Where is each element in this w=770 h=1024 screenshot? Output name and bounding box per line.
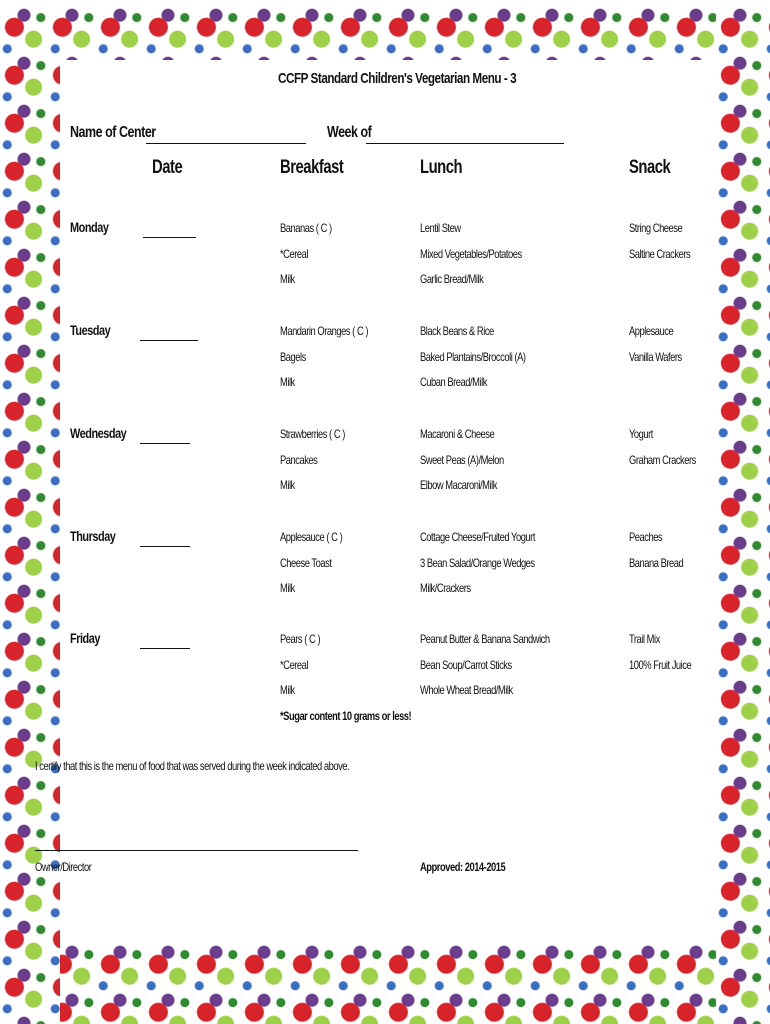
lunch-item: Lentil Stew <box>420 221 461 235</box>
breakfast-item: Strawberries ( C ) <box>280 427 345 441</box>
date-field[interactable] <box>140 648 190 649</box>
breakfast-item: *Cereal <box>280 246 308 261</box>
week-label: Week of <box>327 124 372 141</box>
breakfast-item: Applesauce ( C ) <box>280 530 343 544</box>
snack-item: Applesauce <box>629 324 674 338</box>
center-label: Name of Center <box>70 124 156 141</box>
breakfast-item: Mandarin Oranges ( C ) <box>280 324 369 338</box>
date-field[interactable] <box>140 340 198 341</box>
header-breakfast: Breakfast <box>280 157 344 178</box>
lunch-item: Whole Wheat Bread/Milk <box>420 683 513 697</box>
lunch-item: Mixed Vegetables/Potatoes <box>420 246 522 261</box>
breakfast-item: Bagels <box>280 349 306 364</box>
lunch-item: Baked Plantains/Broccoli (A) <box>420 349 526 364</box>
lunch-item: Black Beans & Rice <box>420 324 494 338</box>
breakfast-item: Pears ( C ) <box>280 632 321 646</box>
breakfast-item: Milk <box>280 375 295 389</box>
sugar-note: *Sugar content 10 grams or less! <box>280 709 412 723</box>
breakfast-item: Milk <box>280 683 295 697</box>
fruit-border-top <box>0 8 770 60</box>
snack-item: Saltine Crackers <box>629 246 691 261</box>
lunch-item: Sweet Peas (A)/Melon <box>420 452 504 467</box>
lunch-item: 3 Bean Salad/Orange Wedges <box>420 555 535 570</box>
day-label: Wednesday <box>70 425 127 441</box>
day-label: Thursday <box>70 528 116 544</box>
lunch-item: Bean Soup/Carrot Sticks <box>420 657 512 672</box>
snack-item: Yogurt <box>629 427 653 441</box>
snack-item: Banana Bread <box>629 555 684 570</box>
lunch-item: Milk/Crackers <box>420 581 471 595</box>
header-snack: Snack <box>629 157 671 178</box>
breakfast-item: Cheese Toast <box>280 555 332 570</box>
page-title: CCFP Standard Children's Vegetarian Menu - 3 <box>278 70 517 87</box>
day-label: Friday <box>70 630 100 646</box>
breakfast-item: Milk <box>280 581 295 595</box>
lunch-item: Peanut Butter & Banana Sandwich <box>420 632 550 646</box>
snack-item: Trail Mix <box>629 632 660 646</box>
header-lunch: Lunch <box>420 157 463 178</box>
center-field[interactable] <box>146 143 306 144</box>
signature-line[interactable] <box>35 850 358 851</box>
snack-item: Peaches <box>629 530 663 544</box>
lunch-item: Elbow Macaroni/Milk <box>420 478 497 492</box>
breakfast-item: Milk <box>280 272 295 286</box>
owner-label: Owner/Director <box>35 860 92 874</box>
date-field[interactable] <box>140 443 190 444</box>
snack-item: Graham Crackers <box>629 452 696 467</box>
breakfast-item: Bananas ( C ) <box>280 221 332 235</box>
approved-label: Approved: 2014-2015 <box>420 860 506 874</box>
snack-item: 100% Fruit Juice <box>629 657 692 672</box>
header-date: Date <box>152 157 183 178</box>
breakfast-item: *Cereal <box>280 657 308 672</box>
fruit-border-right <box>716 8 770 1024</box>
snack-item: Vanilla Wafers <box>629 349 682 364</box>
certify-statement: I certify that this is the menu of food that was served during the week indicated above. <box>35 759 350 773</box>
week-field[interactable] <box>366 143 564 144</box>
snack-item: String Cheese <box>629 221 683 235</box>
lunch-item: Garlic Bread/Milk <box>420 272 484 286</box>
day-label: Monday <box>70 219 109 235</box>
fruit-border-bottom <box>0 945 770 1024</box>
date-field[interactable] <box>140 546 190 547</box>
date-field[interactable] <box>143 237 196 238</box>
lunch-item: Cuban Bread/Milk <box>420 375 487 389</box>
lunch-item: Macaroni & Cheese <box>420 427 495 441</box>
lunch-item: Cottage Cheese/Fruited Yogurt <box>420 530 535 544</box>
breakfast-item: Milk <box>280 478 295 492</box>
day-label: Tuesday <box>70 322 111 338</box>
breakfast-item: Pancakes <box>280 452 318 467</box>
